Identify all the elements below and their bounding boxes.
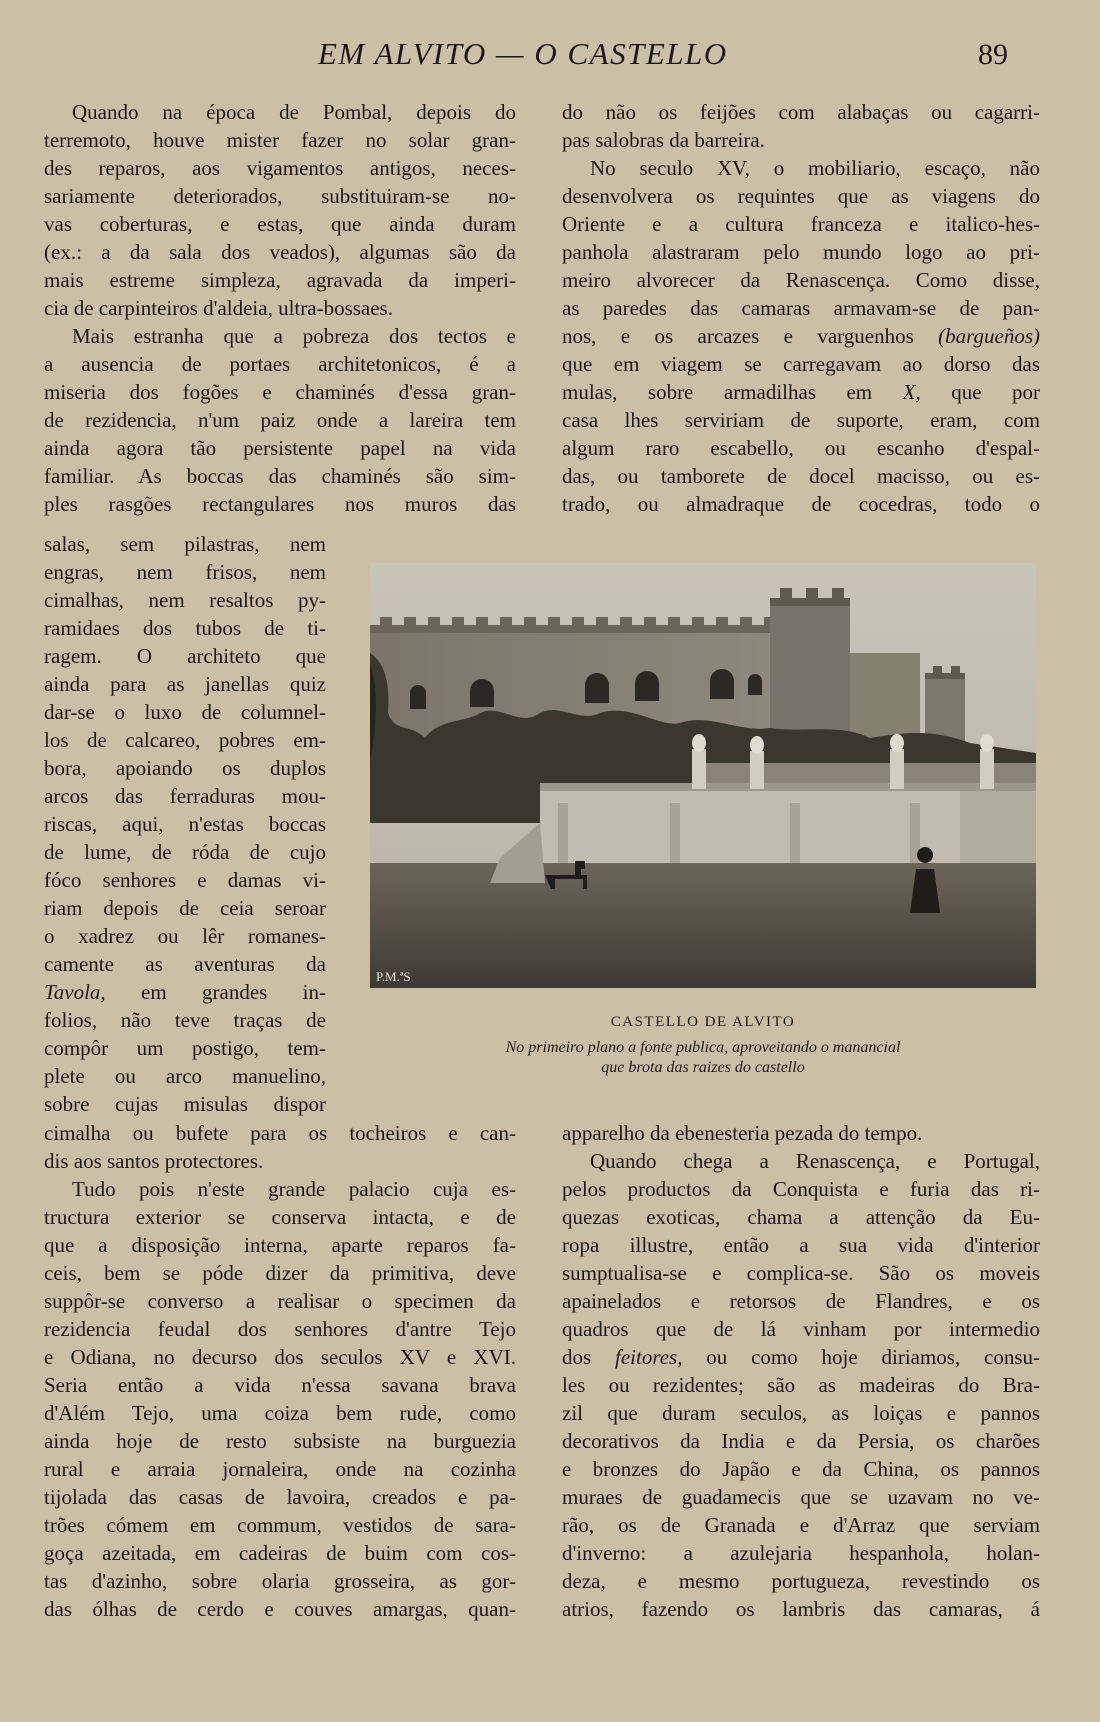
text-line: cia de carpinteiros d'aldeia, ultra-bossaes. [44,296,393,320]
text-line: o xadrez ou lêr romanes- [44,924,326,948]
text-line: a ausencia de portaes architetonicos, é a [44,352,516,376]
text-line: compôr um postigo, tem- [44,1036,326,1060]
text-line: sumptualisa-se e complica-se. São os moveis [562,1261,1040,1285]
text-line: pelos productos da Conquista e furia das ri- [562,1177,1040,1201]
photo-signature: P.M.ªS [376,969,411,984]
text-line: casa lhes serviriam de suporte, eram, com [562,408,1040,432]
text-line [44,978,326,1006]
text-line: arcos das ferraduras mou- [44,784,326,808]
text-line: salas, sem pilastras, nem [44,532,326,556]
text-line: familiar. As boccas das chaminés são sim- [44,464,516,488]
text-line: Mais estranha que a pobreza dos tectos e [72,324,516,348]
text-line: riam depois de ceia seroar [44,896,326,920]
text-line: dis aos santos protectores. [44,1149,264,1173]
text-line: das, ou tamborete de docel macisso, ou es- [562,464,1040,488]
text-line: apainelados e retorsos de Flandres, e os [562,1289,1040,1313]
text-line: mais estreme simpleza, agravada da imperi- [44,268,516,292]
text-line: ainda para as janellas quiz [44,672,326,696]
text-line: goça azeitada, em cadeiras de buim com cos- [44,1541,516,1565]
text-line: do não os feijões com alabaças ou cagarri- [562,100,1040,124]
text-line: Tudo pois n'este grande palacio cuja es- [72,1177,516,1201]
text-line [562,1343,1040,1371]
italic-word: feitores, [615,1345,683,1369]
text-line: apparelho da ebenesteria pezada do tempo. [562,1121,923,1145]
text-line: tijolada das casas de lavoira, creados e pa- [44,1485,516,1509]
text-fragment: nos, e os arcazes e varguenhos [562,324,914,348]
text-line: que a disposição interna, aparte reparos fa- [44,1233,516,1257]
text-line: e bronzes do Japão e da China, os pannos [562,1457,1040,1481]
text-line: ragem. O architeto que [44,644,326,668]
text-line: d'inverno: a azulejaria hespanhola, holan- [562,1541,1040,1565]
text-line: muraes de guadamecis que se uzavam no ve- [562,1485,1040,1509]
figure-caption [370,1038,1036,1078]
text-line: ples rasgões rectangulares nos muros das [44,492,516,516]
text-line: zil que duram seculos, as loiças e pannos [562,1401,1040,1425]
castle-photo-drawing [370,563,1036,988]
text-line: trado, ou almadraque de cocedras, todo o [562,492,1040,516]
left-column-top [44,98,516,518]
running-header [0,36,1100,80]
text-fragment: que por [951,380,1040,404]
right-column-top [562,98,1040,518]
figure-caption-line: que brota das raizes do castello [601,1059,805,1076]
text-line: cimalhas, nem resaltos py- [44,588,326,612]
text-line: ainda agora tão persistente papel na vida [44,436,516,460]
text-line: rão, os de Granada e d'Arraz que serviam [562,1513,1040,1537]
text-line: Seria então a vida n'essa savana brava [44,1373,516,1397]
text-line: bora, apoiando os duplos [44,756,326,780]
figure-caption-line: No primeiro plano a fonte publica, aproveitando o manancial [505,1039,901,1056]
text-line: de lume, de róda de cujo [44,840,326,864]
text-line: que em viagem se carregavam ao dorso das [562,352,1040,376]
text-line: (ex.: a da sala dos veados), algumas são da [44,240,516,264]
text-line: decorativos da India e da Persia, os charões [562,1429,1040,1453]
text-line: engras, nem frisos, nem [44,560,326,584]
text-line: terremoto, houve mister fazer no solar gran- [44,128,516,152]
header-title: EM ALVITO — O CASTELLO [318,36,728,71]
text-line: No seculo XV, o mobiliario, escaço, não [590,156,1040,180]
text-line: meiro alvorecer da Renascença. Como disse, [562,268,1040,292]
figure-caption-title: CASTELLO DE ALVITO [610,1014,796,1030]
text-line: Oriente e a cultura franceza e italico-hes- [562,212,1040,236]
text-line: des reparos, aos vigamentos antigos, neces- [44,156,516,180]
text-line: panhola alastraram pelo mundo logo ao pri- [562,240,1040,264]
text-line: as paredes das camaras armavam-se de pan- [562,296,1040,320]
right-column-bottom [562,1119,1040,1623]
text-line: dar-se o luxo de columnel- [44,700,326,724]
text-line [562,378,1040,406]
text-line: sobre cujas misulas dispor [44,1092,326,1116]
text-line: riscas, aqui, n'estas boccas [44,812,326,836]
text-line: atrios, fazendo os lambris das camaras, á [562,1597,1040,1621]
text-line: de rezidencia, n'um paiz onde a lareira tem [44,408,516,432]
text-line: les ou rezidentes; são as madeiras do Bra- [562,1373,1040,1397]
text-line: los de calcareo, pobres em- [44,728,326,752]
text-line: Quando chega a Renascença, e Portugal, [590,1149,1040,1173]
text-line: e Odiana, no decurso dos seculos XV e XVI. [44,1345,516,1369]
text-line: ainda hoje de resto subsiste na burguezia [44,1429,516,1453]
page-number: 89 [978,38,1008,71]
text-line: Quando na época de Pombal, depois do [72,100,516,124]
text-line: trões cómem em commum, vestidos de sara- [44,1513,516,1537]
left-column-bottom [44,1119,516,1623]
text-line: desenvolvera os requintes que as viagens do [562,184,1040,208]
italic-word: X, [902,380,921,404]
text-line: camente as aventuras da [44,952,326,976]
text-line: rezidencia feudal dos senhores d'antre Tejo [44,1317,516,1341]
text-line: ceis, bem se póde dizer da primitiva, deve [44,1261,516,1285]
text-line: quezas exoticas, chama a attenção da Eu- [562,1205,1040,1229]
text-line: pas salobras da barreira. [562,128,765,152]
left-column-narrow [44,530,326,1118]
castle-photograph [370,563,1036,988]
text-line: ramidaes dos tubos de ti- [44,616,326,640]
text-line: tas d'azinho, sobre olaria grosseira, as gor- [44,1569,516,1593]
text-fragment: em grandes in- [141,980,326,1004]
text-fragment: mulas, sobre armadilhas em [562,380,873,404]
text-line: algum raro escabello, ou escanho d'espal- [562,436,1040,460]
text-line: plete ou arco manuelino, [44,1064,326,1088]
text-line: miseria dos fogões e chaminés d'essa gran- [44,380,516,404]
text-line: cimalha ou bufete para os tocheiros e can- [44,1121,516,1145]
text-line: tructura exterior se conserva intacta, e de [44,1205,516,1229]
text-line: das ólhas de cerdo e couves amargas, quan- [44,1597,516,1621]
text-line: deza, e mesmo portugueza, revestindo os [562,1569,1040,1593]
text-line: d'Além Tejo, uma coiza bem rude, como [44,1401,516,1425]
text-line: sariamente deteriorados, substituiram-se no- [44,184,516,208]
text-line: ropa illustre, então a sua vida d'interior [562,1233,1040,1257]
text-line: folios, não teve traças de [44,1008,326,1032]
text-line [562,322,1040,350]
text-line: quadros que de lá vinham por intermedio [562,1317,1040,1341]
text-line: fóco senhores e damas vi- [44,868,326,892]
text-line: rural e arraia jornaleira, onde na cozinha [44,1457,516,1481]
text-fragment: dos [562,1345,592,1369]
italic-word: (bargueños) [938,324,1040,348]
text-line: vas coberturas, e estas, que ainda duram [44,212,516,236]
text-fragment: ou como hoje diriamos, consu- [706,1345,1040,1369]
text-line: suppôr-se converso a realisar o specimen da [44,1289,516,1313]
italic-word: Tavola, [44,980,106,1004]
